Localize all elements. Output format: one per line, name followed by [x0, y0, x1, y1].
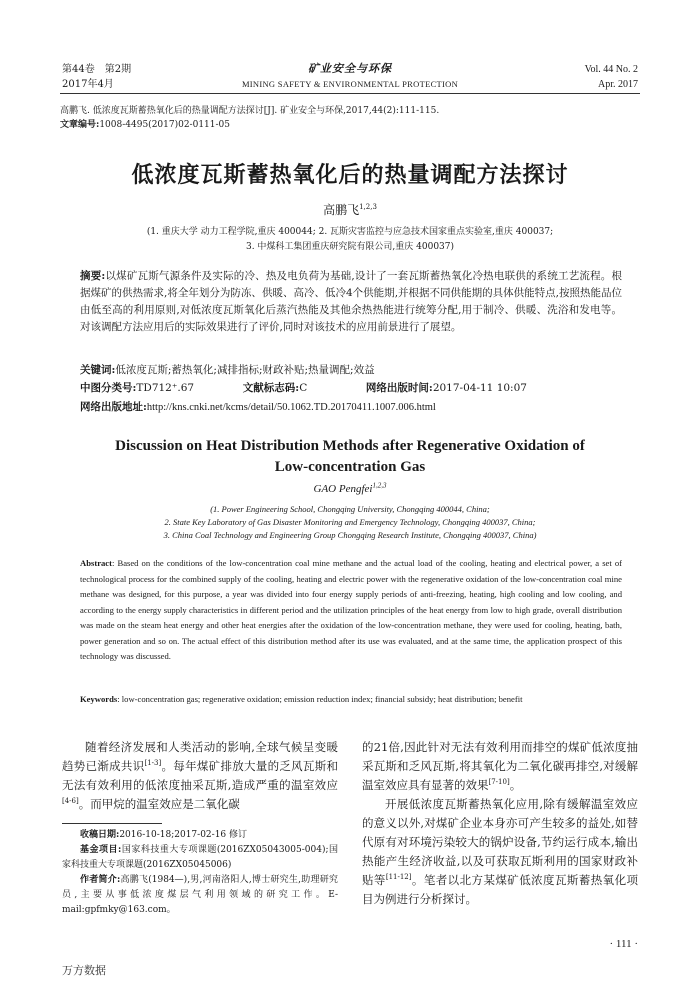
keywords-en [80, 692, 622, 708]
volume-en: Vol. 44 No. 2 [584, 64, 638, 75]
body-right-p1-end: 。 [509, 778, 522, 792]
keywords-cn-text: 低浓度瓦斯;蓄热氧化;减排指标;财政补贴;热量调配;效益 [115, 364, 375, 376]
affiliation-cn [60, 225, 640, 255]
date-en: Apr. 2017 [598, 79, 638, 90]
body-right-p2-text: 开展低浓度瓦斯蓄热氧化应用,除有缓解温室效应的意义以外,对煤矿企业本身亦可产生较多的益处,如替代原有对环境污染较大的锅炉设备,节约运行成本,输出热能产生经济收益,以及可获取瓦斯利用的国家财政补贴等 [362, 797, 638, 887]
keywords-en-text: : low-concentration gas; regenerative oxidation; emission reduction index; financial subsidy; heat distribution; benefit [117, 694, 523, 704]
affiliation-en-line3: 3. China Coal Technology and Engineering Group Chongqing Research Institute, Chongqing 400037, China) [163, 530, 537, 540]
affiliation-cn-line2: 3. 中煤科工集团重庆研究院有限公司,重庆 400037) [245, 242, 455, 252]
author-name-en: GAO Pengfei [313, 483, 373, 495]
issue-info [62, 62, 222, 92]
author-info-label: 作者简介: [80, 875, 121, 885]
keywords-cn-label: 关键词: [80, 364, 116, 376]
journal-name-cn: 矿业安全与环保 [308, 62, 392, 75]
classification-row [80, 380, 622, 397]
online-address-link[interactable]: http://kns.cnki.net/kcms/detail/50.1062.TD.20170411.1007.006.html [146, 402, 436, 413]
abstract-en-text: : Based on the conditions of the low-concentration coal mine methane and the actual load of the cooling, heating and electrical power, a set of technological process for the combined supply of the cooling, heating and electric power with the regenerative oxidation of the low-concentration coal mine methane was designed, for this purpose, a year was divided into four energy supply periods of anti-freezing, heating, high cooling and low cooling, and according to the energy supply characteristics in different period and the utilization principles of the heat energy from low to high grade, overall distribution was made on the steam heat energy and other heat energies after the oxidation of the low-concentration methane, they were used for cooling, heating, bath, power generation and so on. The actual effect of this distribution method after its use was evaluated, and at the same time, the application prospect of this technology was discussed. [80, 558, 622, 661]
article-no: 1008-4495(2017)02-0111-05 [99, 120, 230, 130]
keywords-en-label: Keywords [80, 694, 118, 704]
affiliation-en-line1: (1. Power Engineering School, Chongqing University, Chongqing 400044, China; [210, 504, 490, 514]
citation-text: 高鹏飞. 低浓度瓦斯蓄热氧化后的热量调配方法探讨[J]. 矿业安全与环保,2017,44(2):111-115. [60, 106, 440, 116]
body-right-paragraph-1 [362, 738, 638, 795]
body-right-p1-text: 的21倍,因此针对无法有效利用而排空的煤矿低浓度抽采瓦斯和乏风瓦斯,将其氧化为二氧化碳再排空,对缓解温室效应具有显著的效果 [362, 740, 638, 792]
fund-label: 基金项目: [80, 845, 122, 855]
fund-text: 国家科技重大专项课题(2016ZX05043005-004);国家科技重大专项课题(2016ZX05045006) [62, 845, 338, 870]
footnote-rule [62, 823, 162, 824]
author-en [60, 483, 640, 495]
page-number: · 111 · [609, 938, 638, 950]
journal-name-en: MINING SAFETY & ENVIRONMENTAL PROTECTION [241, 79, 459, 89]
footnote-block [62, 828, 338, 918]
online-time-value: 2017-04-11 10:07 [432, 382, 527, 394]
clc-value: TD712⁺.67 [136, 382, 195, 394]
keywords-cn [80, 362, 622, 379]
journal-header [200, 60, 500, 89]
citation-block [60, 104, 640, 132]
affiliation-en [60, 503, 640, 542]
abstract-cn-label: 摘要: [80, 270, 106, 282]
body-left-text-a: 随着经济发展和人类活动的影响,全球气候呈变暖趋势已渐成共识 [62, 740, 338, 773]
volume-info-en [478, 62, 638, 92]
title-en-line1: Discussion on Heat Distribution Methods after Regenerative Oxidation of [115, 438, 585, 454]
affiliation-en-line2: 2. State Key Laboratory of Gas Disaster Monitoring and Emergency Technology, Chongqing 400037, China; [164, 517, 536, 527]
ref-1-3: [1-3] [144, 759, 162, 768]
doc-code-label: 文献标志码: [242, 382, 300, 394]
author-info-text: 高鹏飞(1984—),男,河南洛阳人,博士研究生,助理研究员,主要从事低浓度煤层气利用领域的研究工作。E-mail:gpfmky@163.com。 [62, 875, 338, 915]
article-no-label: 文章编号: [60, 120, 100, 130]
affiliation-cn-line1: (1. 重庆大学 动力工程学院,重庆 400044; 2. 瓦斯灾害监控与应急技术国家重点实验室,重庆 400037; [146, 227, 554, 237]
title-en [60, 436, 640, 478]
body-left-text-c: 。而甲烷的温室效应是二氧化碳 [78, 797, 240, 811]
online-time-label: 网络出版时间: [365, 382, 433, 394]
received-date: 2016-10-18;2017-02-16 修订 [119, 830, 248, 840]
body-left-text-b: 。每年煤矿排放大量的乏风瓦斯和无法有效利用的低浓度抽采瓦斯,造成严重的温室效应 [62, 759, 339, 792]
body-right-p2-end: 。笔者以北方某煤矿低浓度瓦斯蓄热氧化项目为例进行分析探讨。 [362, 873, 638, 906]
author-name-cn: 高鹏飞 [323, 203, 360, 217]
ref-4-6: [4-6] [62, 797, 79, 806]
author-sup-en: 1,2,3 [372, 481, 387, 490]
online-address-row [80, 399, 640, 416]
received-label: 收稿日期: [80, 830, 120, 840]
body-left-paragraph [62, 738, 338, 814]
volume-issue: 第44卷 第2期 [62, 64, 132, 75]
title-en-line2: Low-concentration Gas [274, 459, 426, 475]
ref-7-10: [7-10] [488, 778, 510, 787]
page-title: 低浓度瓦斯蓄热氧化后的热量调配方法探讨 [131, 163, 569, 188]
body-right-paragraph-2 [362, 795, 638, 909]
abstract-en [80, 556, 622, 665]
issue-date: 2017年4月 [62, 79, 114, 90]
watermark-text: 万方数据 [62, 964, 106, 977]
abstract-cn-text: 以煤矿瓦斯气源条件及实际的冷、热及电负荷为基础,设计了一套瓦斯蓄热氧化冷热电联供的系统工艺流程。根据煤矿的供热需求,将全年划分为防冻、供暖、高冷、低冷4个供能期,并根据不同供能期的具体供能特点,按照热能品位由低至高的利用原则,对低浓度瓦斯氧化后蒸汽热能及其他余热热能进行统筹分配,用于制冷、供暖、洗浴和发电等。对该调配方法应用后的实际效果进行了评价,同时对该技术的应用前景进行了展望。 [80, 270, 622, 333]
abstract-en-label: Abstract [80, 558, 112, 568]
author-cn [60, 201, 640, 218]
clc-label: 中图分类号: [80, 382, 137, 394]
doc-code-value: C [299, 382, 308, 394]
header-rule [60, 93, 640, 94]
ref-11-12: [11-12] [385, 873, 412, 882]
online-address-label: 网络出版地址: [80, 401, 147, 413]
author-sup-cn: 1,2,3 [359, 203, 377, 211]
abstract-cn [80, 268, 622, 336]
